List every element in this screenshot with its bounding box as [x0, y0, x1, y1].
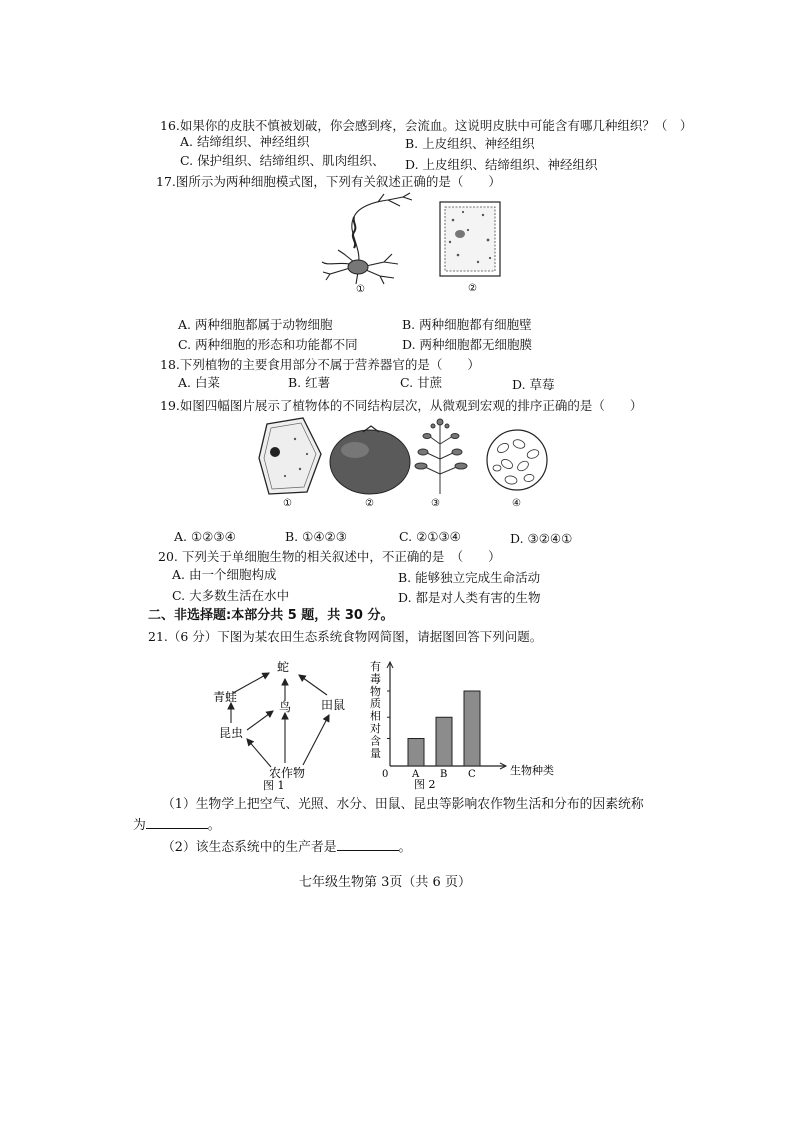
q20-option-d[interactable]: D. 都是对人类有害的生物 [398, 590, 541, 605]
chart-ylabel [370, 660, 381, 760]
chart-bar-C [464, 691, 480, 766]
q18-option-c[interactable]: C. 甘蔗 [400, 375, 443, 390]
q21-sub2-end: 。 [398, 840, 412, 855]
food-web-node-field-mouse: 田鼠 [321, 698, 346, 712]
q17-figure-label-2: ② [468, 283, 477, 294]
q19-option-b[interactable]: B. ①④②③ [285, 529, 347, 544]
toxin-bar-chart [368, 658, 598, 791]
q16-option-a[interactable]: A. 结缔组织、神经组织 [180, 134, 310, 149]
q17-option-c[interactable]: C. 两种细胞的形态和功能都不同 [178, 337, 358, 352]
chart-bar-B [436, 717, 452, 766]
chart-ylabel-char: 物 [370, 684, 381, 698]
q21-stem: 21.（6 分）下图为某农田生态系统食物网简图，请据图回答下列问题。 [148, 629, 543, 644]
q16-stem: 16.如果你的皮肤不慎被划破，你会感到疼，会流血。这说明皮肤中可能含有哪几种组织？（ ） [160, 118, 693, 133]
q20-option-b[interactable]: B. 能够独立完成生命活动 [398, 570, 541, 585]
q19-option-c[interactable]: C. ②①③④ [399, 529, 461, 544]
chart-caption: 图 2 [414, 778, 436, 791]
food-web-node-crops: 农作物 [269, 766, 306, 780]
chart-bar-A [408, 739, 424, 767]
chart-x-tick-label: C [468, 769, 476, 780]
q19-figure-label-1: ① [283, 498, 292, 509]
q18-option-a[interactable]: A. 白菜 [178, 375, 220, 390]
q21-sub1-line2 [133, 817, 221, 834]
q19-structure-figures [255, 414, 555, 510]
chart-ylabel-char: 有 [370, 660, 381, 673]
chart-x-tick-label: B [440, 769, 448, 780]
q17-option-a[interactable]: A. 两种细胞都属于动物细胞 [178, 317, 333, 332]
q21-sub1-answer-blank[interactable] [146, 817, 208, 829]
chart-ylabel-char: 含 [370, 734, 381, 748]
q20-option-c[interactable]: C. 大多数生活在水中 [172, 588, 290, 603]
plant-cell-figure [438, 200, 504, 292]
chart-ylabel-char: 毒 [370, 672, 381, 686]
chart-ylabel-char: 质 [370, 697, 381, 711]
q16-option-b[interactable]: B. 上皮组织、神经组织 [405, 136, 535, 151]
q20-option-a[interactable]: A. 由一个细胞构成 [172, 567, 277, 582]
q16-option-d[interactable]: D. 上皮组织、结缔组织、神经组织 [405, 157, 598, 172]
q21-sub1-prefix: 为 [133, 818, 146, 833]
q17-option-b[interactable]: B. 两种细胞都有细胞壁 [402, 317, 532, 332]
q20-stem: 20. 下列关于单细胞生物的相关叙述中，不正确的是 （ ） [158, 549, 501, 564]
food-web-diagram [205, 655, 365, 790]
q21-sub2-line [162, 839, 411, 856]
food-web-caption: 图 1 [263, 779, 285, 792]
chart-origin-label: 0 [382, 769, 389, 780]
q19-stem: 19.如图四幅图片展示了植物体的不同结构层次，从微观到宏观的排序正确的是（ ） [160, 398, 643, 413]
q16-option-c[interactable]: C. 保护组织、结缔组织、肌肉组织、 [180, 153, 385, 168]
q18-option-d[interactable]: D. 草莓 [512, 377, 555, 392]
food-web-node-frog: 青蛙 [213, 690, 238, 704]
q21-sub1-text: （1）生物学上把空气、光照、水分、田鼠、昆虫等影响农作物生活和分布的因素统称 [162, 797, 644, 812]
q19-option-d[interactable]: D. ③②④① [510, 531, 573, 546]
q18-option-b[interactable]: B. 红薯 [288, 375, 331, 390]
q18-stem: 18.下列植物的主要食用部分不属于营养器官的是（ ） [160, 357, 480, 372]
chart-ylabel-char: 相 [370, 709, 381, 723]
q19-figure-label-3: ③ [431, 498, 440, 509]
q21-sub2-answer-blank[interactable] [337, 839, 399, 851]
chart-ylabel-char: 对 [370, 722, 381, 735]
q17-stem: 17.图所示为两种细胞模式图，下列有关叙述正确的是（ ） [156, 174, 501, 189]
q17-figure-label-1: ① [356, 284, 365, 295]
food-web-node-bird: 鸟 [279, 700, 292, 714]
q17-option-d[interactable]: D. 两种细胞都无细胞膜 [402, 337, 533, 352]
page-footer: 七年级生物第 3页（共 6 页） [299, 875, 471, 890]
q21-sub1-end: 。 [207, 818, 221, 833]
food-web-node-insect: 昆虫 [219, 726, 244, 740]
q19-option-a[interactable]: A. ①②③④ [174, 529, 236, 544]
chart-xlabel: 生物种类 [510, 764, 554, 777]
q19-figure-label-4: ④ [512, 498, 521, 509]
q19-figure-label-2: ② [365, 498, 374, 509]
food-web-node-snake: 蛇 [277, 660, 290, 674]
section-2-heading: 二、非选择题:本部分共 5 题，共 30 分。 [148, 608, 394, 623]
q21-sub2-text: （2）该生态系统中的生产者是 [162, 840, 337, 855]
neuron-cell-figure [318, 192, 428, 295]
chart-x-tick-label: A [412, 769, 420, 780]
chart-ylabel-char: 量 [370, 746, 381, 760]
